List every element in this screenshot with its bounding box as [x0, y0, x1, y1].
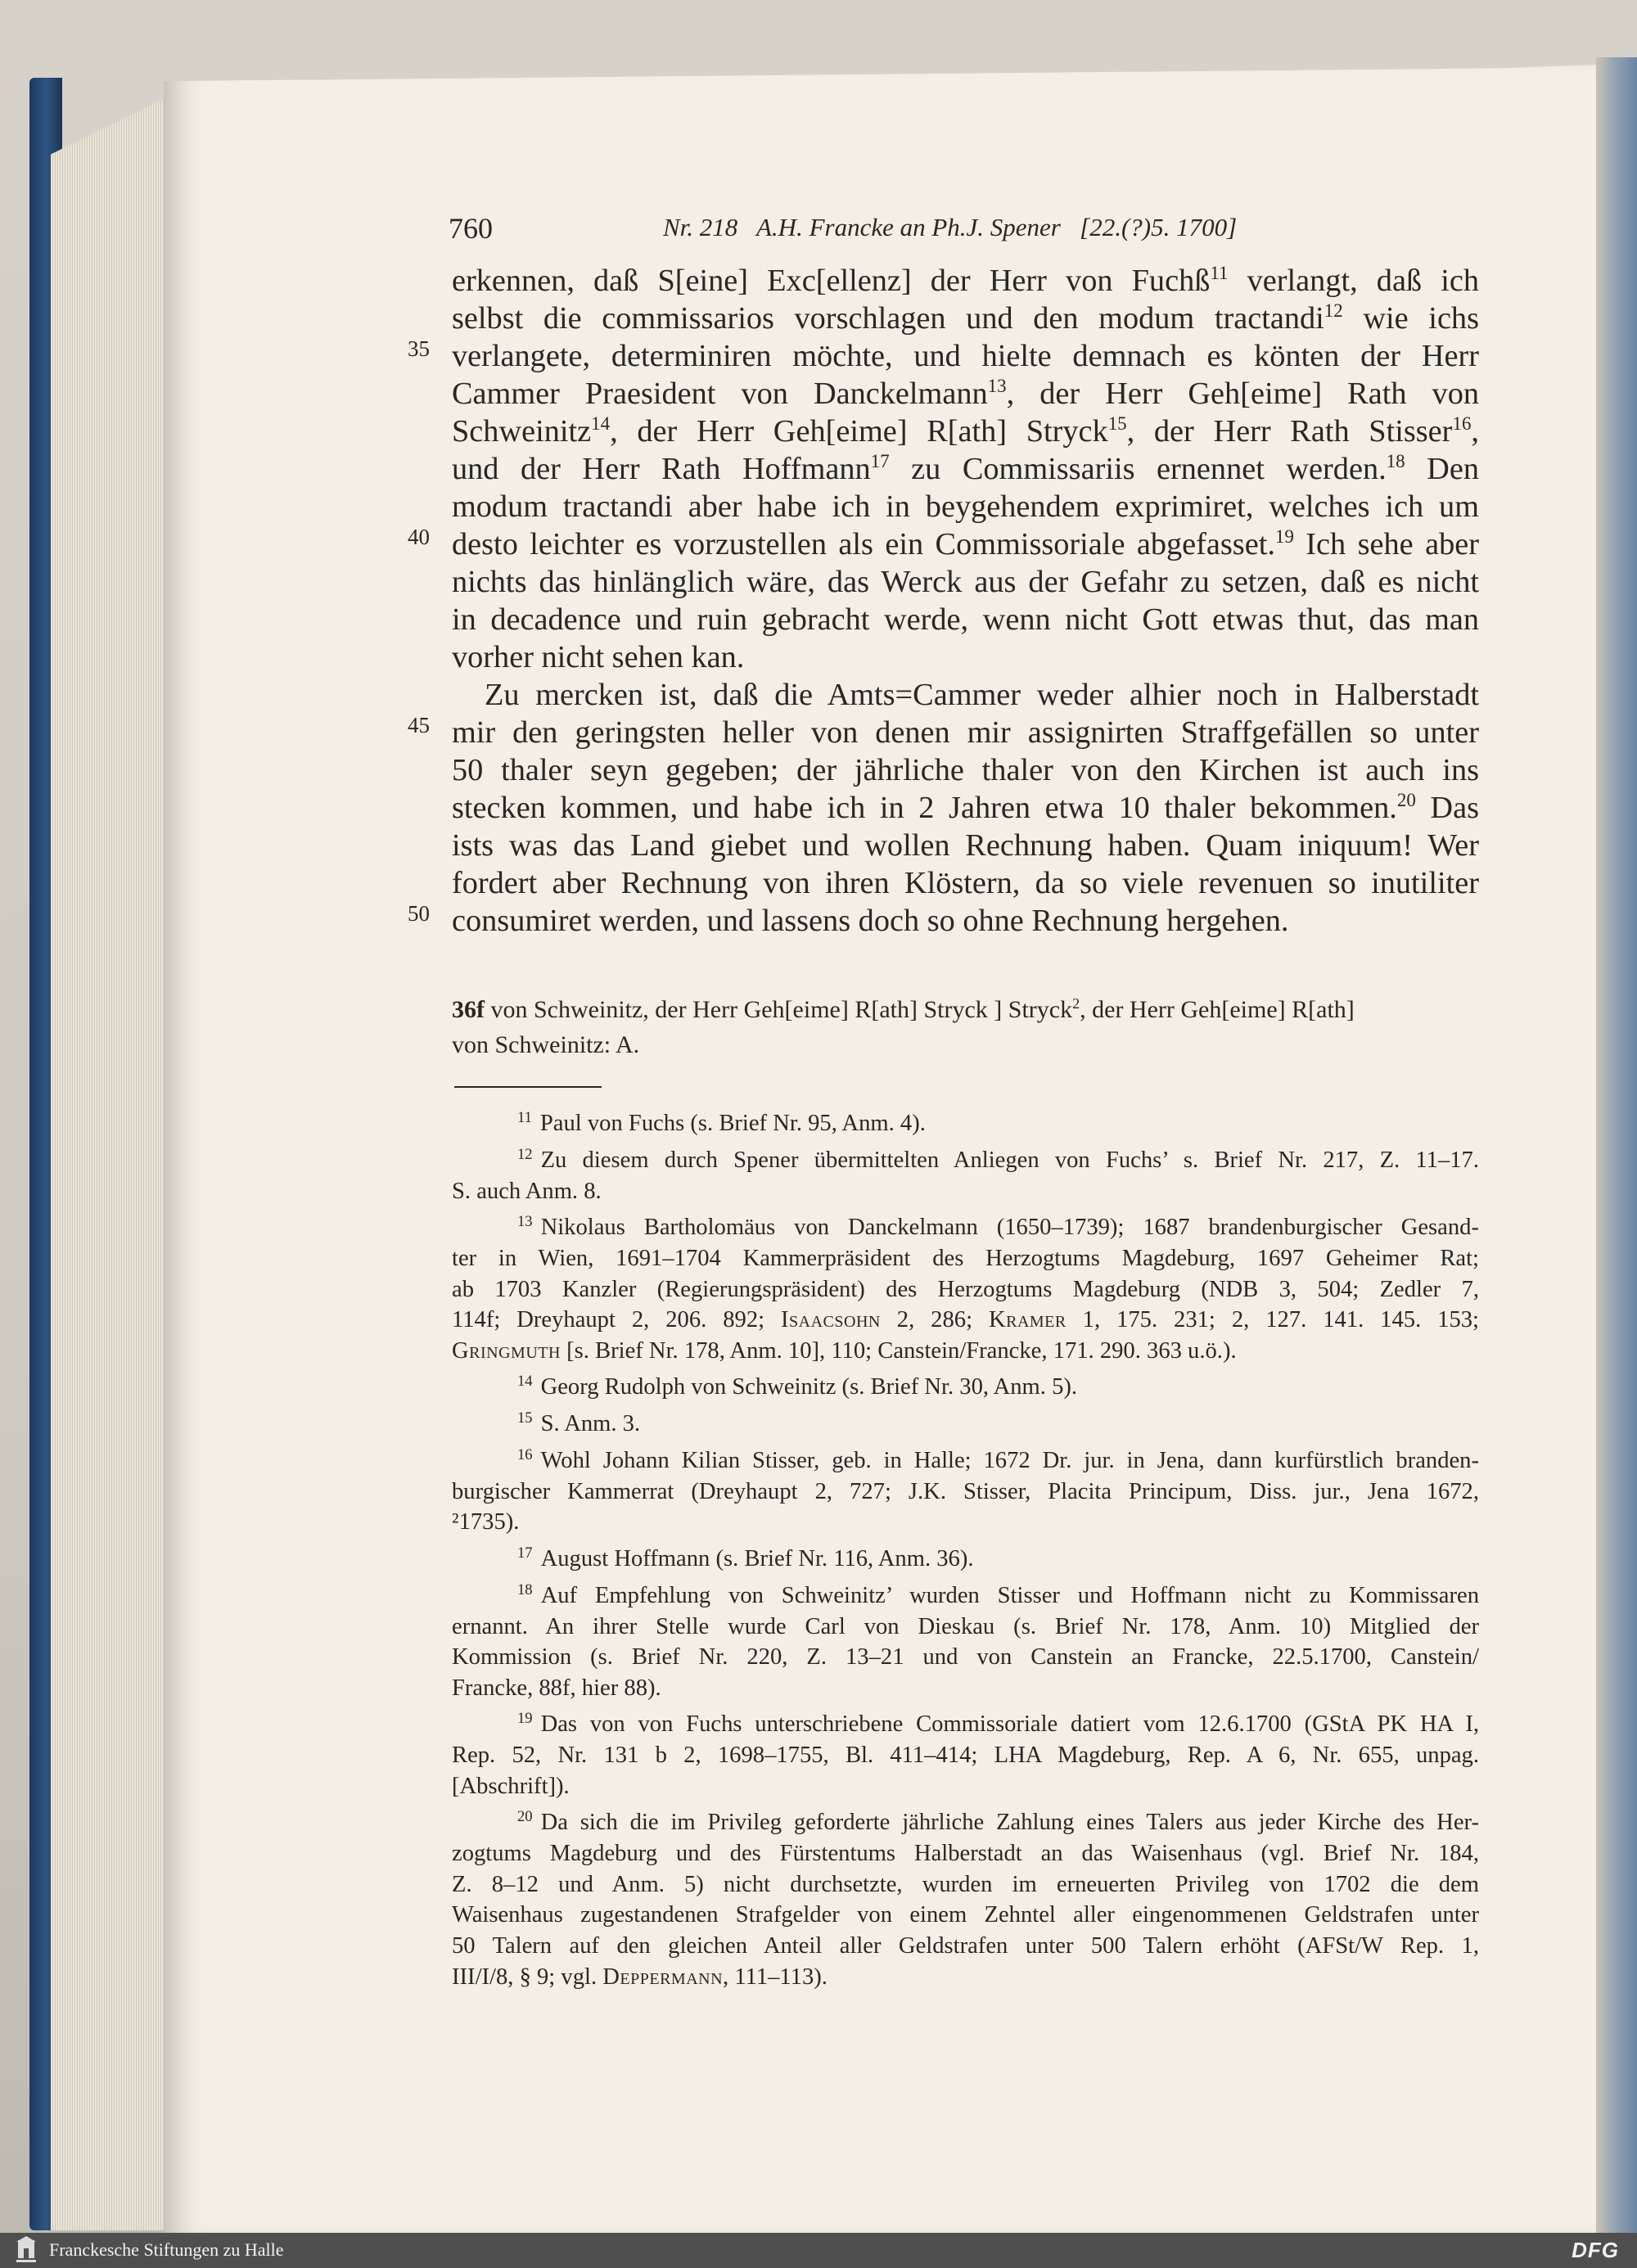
text-line	[452, 751, 1479, 789]
footnote-text: Da sich die im Privileg geforderte jährliche Zahlung eines Talers aus jeder Kirche des Her-	[540, 1810, 1479, 1836]
footnote-number: 14	[517, 1373, 533, 1391]
footnote-line	[452, 1403, 1479, 1440]
text-line	[452, 827, 1479, 864]
footnote-line	[452, 1507, 1479, 1538]
footnote-text: 1, 175. 231; 2, 127. 141. 145. 153;	[1066, 1307, 1479, 1333]
footnote-number: 12	[517, 1145, 533, 1163]
footnote-ref: 20	[1396, 790, 1416, 811]
text-segment: , der Herr Geh[eime] R[ath] Stryck	[610, 414, 1108, 449]
text-segment: zu Commissariis ernennet werden.	[889, 452, 1387, 486]
footnote-text: Das von von Fuchs unterschriebene Commissoriale datiert vom 12.6.1700 (GStA PK HA I,	[540, 1711, 1479, 1738]
footnote-line	[452, 1642, 1479, 1673]
text-line	[452, 337, 1479, 375]
footnote-number: 20	[517, 1808, 533, 1826]
text-segment: Das	[1415, 791, 1479, 825]
text-segment: , der Herr Rath Stisser	[1126, 414, 1453, 449]
text-segment: Zu mercken ist, daß die Amts=Cammer weder alhier noch in Halberstadt	[485, 678, 1479, 712]
apparatus-line-2: von Schweinitz: A.	[452, 1031, 640, 1058]
text-line	[452, 375, 1479, 413]
footnote-text: S. auch Anm. 8.	[452, 1178, 602, 1204]
text-line	[452, 488, 1479, 525]
footnote-ref: 13	[987, 376, 1007, 397]
footnote-line	[452, 1931, 1479, 1962]
facing-page-edge	[1596, 57, 1637, 2234]
footnote-ref: 17	[870, 451, 890, 472]
apparatus-sup: 2	[1072, 995, 1080, 1012]
text-segment: Ich sehe aber	[1293, 527, 1479, 561]
text-segment: vorher nicht sehen kan.	[452, 640, 745, 674]
text-segment: ists was das Land giebet und wollen Rechnung haben. Quam iniquum! Wer	[452, 828, 1479, 863]
text-segment: wie ichs	[1342, 301, 1479, 336]
text-segment: Den	[1405, 452, 1479, 486]
main-text	[452, 262, 1479, 940]
footnote-number: 15	[517, 1409, 533, 1427]
footer-bar	[0, 2233, 1637, 2268]
footnote-19	[452, 1703, 1479, 1801]
line-number-40: 40	[408, 525, 430, 549]
text-line	[452, 300, 1479, 337]
institution-name: Franckesche Stiftungen zu Halle	[49, 2239, 284, 2260]
apparatus-text: von Schweinitz, der Herr Geh[eime] R[ath] Stryck ] Stryck	[485, 996, 1073, 1023]
text-segment: ,	[1471, 414, 1479, 449]
text-line	[452, 563, 1479, 601]
footnote-text: Francke, 88f, hier 88).	[452, 1675, 661, 1701]
footnote-text: ²1735).	[452, 1509, 520, 1535]
footnote-line	[452, 1771, 1479, 1802]
footnote-text: ernannt. An ihrer Stelle wurde Carl von Dieskau (s. Brief Nr. 178, Anm. 10) Mitglied der	[452, 1613, 1479, 1639]
footnote-ref: 11	[1210, 263, 1229, 284]
footnote-line	[452, 1962, 1479, 1993]
footnote-text: zogtums Magdeburg und des Fürstentums Halberstadt an das Waisenhaus (vgl. Brief Nr. 184,	[452, 1841, 1479, 1867]
footnote-text: Waisenhaus zugestandenen Strafgelder von einem Zehntel aller eingenommenen Geldstrafen unter	[452, 1902, 1479, 1928]
footnote-line	[452, 1274, 1479, 1305]
footnote-line	[452, 1366, 1479, 1403]
footnote-text: Kommission (s. Brief Nr. 220, Z. 13–21 und von Canstein an Francke, 22.5.1700, Canstein/	[452, 1644, 1479, 1671]
line-number-50: 50	[408, 901, 430, 926]
footnote-ref: 16	[1452, 413, 1472, 435]
footnote-text: August Hoffmann (s. Brief Nr. 116, Anm. 36).	[540, 1546, 974, 1572]
footnote-text: Auf Empfehlung von Schweinitz’ wurden Stisser und Hoffmann nicht zu Kommissaren	[540, 1583, 1479, 1609]
footnote-line	[452, 1176, 1479, 1207]
footnote-line	[452, 1102, 1479, 1139]
footnote-line	[452, 1801, 1479, 1838]
text-segment: fordert aber Rechnung von ihren Klöstern, da so viele revenuen so inutiliter	[452, 866, 1479, 900]
footnote-text: 2, 286;	[880, 1307, 989, 1333]
footnote-text: Rep. 52, Nr. 131 b 2, 1698–1755, Bl. 411–414; LHA Magdeburg, Rep. A 6, Nr. 655, unpag.	[452, 1743, 1479, 1769]
text-segment: in decadence und ruin gebracht werde, wenn nicht Gott etwas thut, das man	[452, 602, 1479, 637]
page-number: 760	[449, 212, 493, 245]
footnote-15	[452, 1403, 1479, 1440]
footnote-line	[452, 1206, 1479, 1243]
text-segment: verlangt, daß ich	[1228, 264, 1479, 298]
footnote-ref: 15	[1107, 413, 1127, 435]
text-line	[452, 601, 1479, 638]
footnote-text: Deppermann	[602, 1964, 724, 1990]
footnote-text: Gringmuth	[452, 1337, 561, 1364]
text-segment: verlangete, determiniren möchte, und hielte demnach es könten der Herr	[452, 339, 1479, 373]
footnote-text: Kramer	[988, 1307, 1067, 1333]
footnote-text: Wohl Johann Kilian Stisser, geb. in Halle; 1672 Dr. jur. in Jena, dann kurfürstlich branden-	[540, 1448, 1479, 1474]
footnote-line	[452, 1900, 1479, 1931]
footnote-ref: 12	[1324, 300, 1343, 322]
text-segment: nichts das hinlänglich wäre, das Werck aus der Gefahr zu setzen, daß es nicht	[452, 565, 1479, 599]
footnote-line	[452, 1703, 1479, 1740]
footnote-ref: 18	[1386, 451, 1405, 472]
running-head	[449, 211, 1521, 247]
footnote-text: ab 1703 Kanzler (Regierungspräsident) des Herzogtums Magdeburg (NDB 3, 504; Zedler 7,	[452, 1276, 1479, 1302]
dfg-logo: DFG	[1572, 2238, 1619, 2262]
text-segment: stecken kommen, und habe ich in 2 Jahren etwa 10 thaler bekommen.	[452, 791, 1397, 825]
footnote-text: Georg Rudolph von Schweinitz (s. Brief Nr. 30, Anm. 5).	[540, 1374, 1078, 1400]
footnote-line	[452, 1575, 1479, 1612]
footnote-text: Zu diesem durch Spener übermittelten Anliegen von Fuchs’ s. Brief Nr. 217, Z. 11–17.	[540, 1148, 1479, 1174]
text-line	[452, 864, 1479, 902]
footnote-line	[452, 1336, 1479, 1367]
footnote-17	[452, 1538, 1479, 1575]
text-line	[452, 902, 1479, 940]
footnote-text: [s. Brief Nr. 178, Anm. 10], 110; Canstein/Francke, 171. 290. 363 u.ö.).	[560, 1337, 1237, 1364]
text-line	[452, 450, 1479, 488]
institution-logo-icon	[11, 2235, 41, 2265]
footnote-11	[452, 1102, 1479, 1139]
text-line	[452, 676, 1479, 714]
footnote-number: 19	[517, 1710, 533, 1728]
text-segment: , der Herr Geh[eime] Rath von	[1006, 376, 1479, 411]
text-segment: selbst die commissarios vorschlagen und den modum tractandi	[452, 301, 1324, 336]
footnote-text: 50 Talern auf den gleichen Anteil aller Geldstrafen unter 500 Talern erhöht (AFSt/W Rep. 1,	[452, 1933, 1479, 1959]
text-line	[452, 262, 1479, 300]
critical-apparatus	[452, 992, 1479, 1062]
text-segment: modum tractandi aber habe ich in beygehendem exprimiret, welches ich um	[452, 489, 1479, 524]
apparatus-text-cont: , der Herr Geh[eime] R[ath]	[1080, 996, 1355, 1023]
text-segment: Cammer Praesident von Danckelmann	[452, 376, 988, 411]
footnote-line	[452, 1612, 1479, 1643]
line-number-35: 35	[408, 336, 430, 361]
footnote-text: III/I/8, § 9; vgl.	[452, 1964, 603, 1990]
apparatus-ref: 36f	[452, 996, 485, 1023]
footnote-ref: 14	[591, 413, 611, 435]
footnote-line	[452, 1243, 1479, 1274]
footnote-12	[452, 1139, 1479, 1206]
footnote-number: 18	[517, 1580, 533, 1598]
text-segment: desto leichter es vorzustellen als ein Commissoriale abgefasset.	[452, 527, 1275, 561]
text-line	[452, 789, 1479, 827]
footnote-13	[452, 1206, 1479, 1366]
footnote-text: Nikolaus Bartholomäus von Danckelmann (1650–1739); 1687 brandenburgischer Gesand-	[540, 1215, 1479, 1241]
footnote-text: [Abschrift]).	[452, 1773, 570, 1799]
footnote-text: S. Anm. 3.	[540, 1411, 641, 1437]
footnote-line	[452, 1673, 1479, 1704]
footnote-line	[452, 1477, 1479, 1508]
footnote-line	[452, 1740, 1479, 1771]
footnote-number: 17	[517, 1544, 533, 1562]
footnote-number: 16	[517, 1446, 533, 1464]
text-line	[452, 413, 1479, 450]
footnote-text: Paul von Fuchs (s. Brief Nr. 95, Anm. 4).	[539, 1111, 926, 1137]
footnote-line	[452, 1139, 1479, 1176]
footnote-text: , 111–113).	[723, 1964, 828, 1990]
footnote-rule	[454, 1086, 602, 1088]
footnote-number: 13	[517, 1213, 533, 1231]
footnote-number: 11	[517, 1109, 532, 1126]
footnotes	[452, 1102, 1479, 1992]
footnote-line	[452, 1305, 1479, 1336]
footnote-text: ter in Wien, 1691–1704 Kammerpräsident des Herzogtums Magdeburg, 1697 Geheimer Rat;	[452, 1246, 1479, 1272]
text-segment: und der Herr Rath Hoffmann	[452, 452, 871, 486]
text-line	[452, 714, 1479, 751]
footnote-18	[452, 1575, 1479, 1704]
footnote-line	[452, 1440, 1479, 1477]
text-line	[452, 638, 1479, 676]
footnote-line	[452, 1538, 1479, 1575]
text-segment: erkennen, daß S[eine] Exc[ellenz] der Herr von Fuchß	[452, 264, 1211, 298]
footnote-line	[452, 1838, 1479, 1869]
running-title: Nr. 218 A.H. Francke an Ph.J. Spener [22.(?)5. 1700]	[663, 213, 1238, 241]
footnote-text: Isaacsohn	[781, 1307, 881, 1333]
line-number-45: 45	[408, 713, 430, 737]
text-segment: 50 thaler seyn gegeben; der jährliche thaler von den Kirchen ist auch ins	[452, 753, 1479, 787]
footnote-text: Z. 8–12 und Anm. 5) nicht durchsetzte, wurden im erneuerten Privileg von 1702 die dem	[452, 1871, 1479, 1897]
footnote-20	[452, 1801, 1479, 1992]
text-segment: consumiret werden, und lassens doch so ohne Rechnung hergehen.	[452, 904, 1289, 938]
footnote-16	[452, 1440, 1479, 1538]
footnote-ref: 19	[1274, 526, 1294, 548]
page-stack-edge	[51, 90, 182, 2230]
text-segment: mir den geringsten heller von denen mir assignirten Straffgefällen so unter	[452, 715, 1479, 750]
footnote-text: burgischer Kammerrat (Dreyhaupt 2, 727; J.K. Stisser, Placita Principum, Diss. jur., Jena 1672,	[452, 1478, 1479, 1504]
footnote-14	[452, 1366, 1479, 1403]
footnote-text: 114f; Dreyhaupt 2, 206. 892;	[452, 1307, 782, 1333]
footnote-line	[452, 1869, 1479, 1901]
text-segment: Schweinitz	[452, 414, 592, 449]
text-line	[452, 525, 1479, 563]
